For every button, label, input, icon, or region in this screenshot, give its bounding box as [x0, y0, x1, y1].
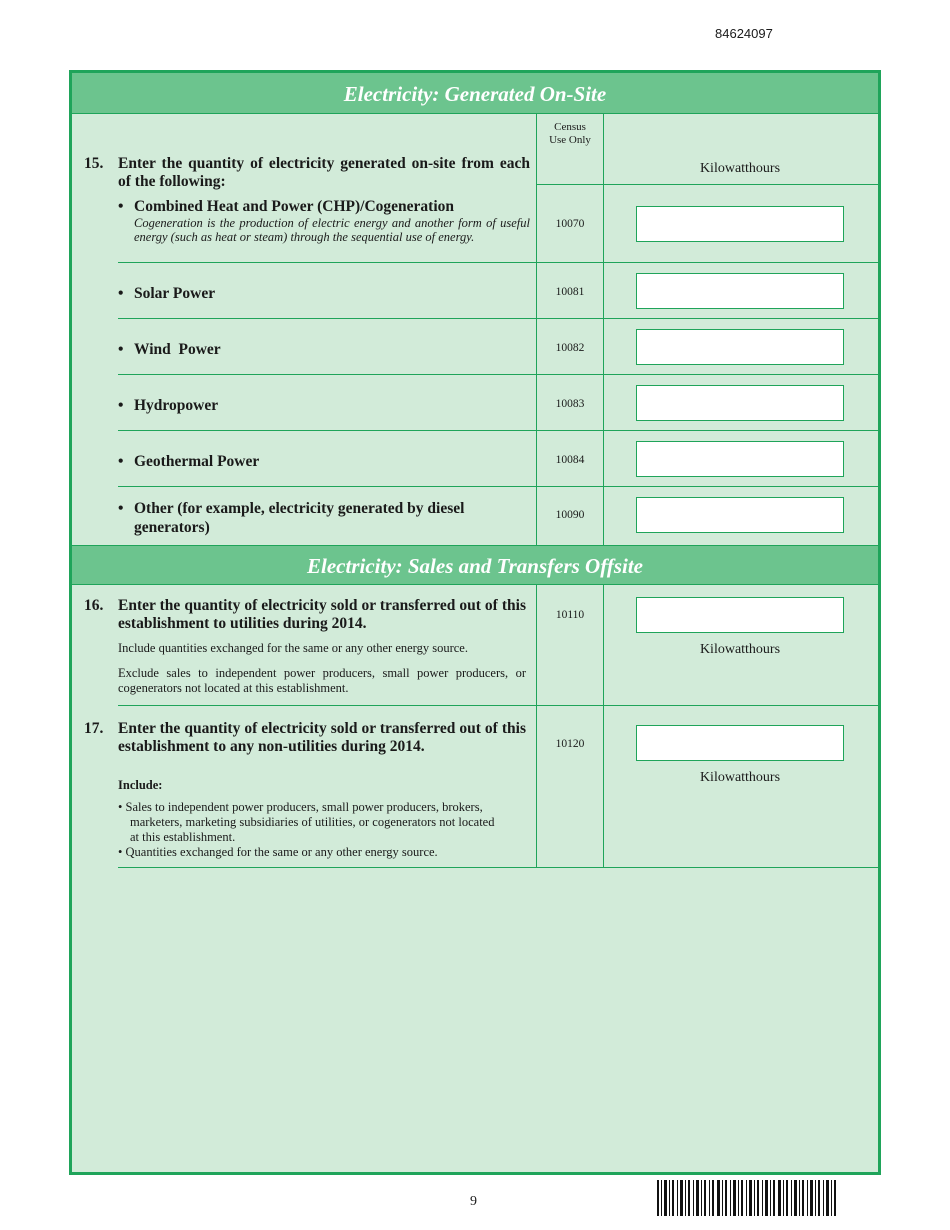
unit-label-kilowatthours: Kilowatthours: [699, 770, 781, 785]
barcode-icon: [657, 1180, 837, 1216]
include-item-text: Quantities exchanged for the same or any other energy source.: [125, 845, 438, 859]
other-kwh-input[interactable]: [636, 497, 844, 533]
non-utilities-sales-kwh-input[interactable]: [636, 725, 844, 761]
census-label-line1: Census: [554, 121, 586, 133]
include-label: Include:: [118, 778, 163, 792]
hydro-kwh-input[interactable]: [636, 385, 844, 421]
census-code: 10110: [555, 609, 585, 621]
row-divider: [536, 184, 878, 185]
include-list: [118, 800, 498, 860]
include-note: Include quantities exchanged for the same or any other energy source.: [118, 641, 468, 655]
row-divider: [118, 374, 878, 375]
census-code: 10081: [555, 286, 585, 298]
include-item: • Sales to independent power producers, small power producers, brokers, marketers, marketing subsidiaries of utilities, or cogenerators not located at this establishment.: [118, 800, 495, 844]
item-label: Geothermal Power: [134, 453, 260, 470]
chp-kwh-input[interactable]: [636, 206, 844, 242]
utilities-sales-kwh-input[interactable]: [636, 597, 844, 633]
item-label: Hydropower: [134, 397, 219, 414]
unit-label-kilowatthours: Kilowatthours: [699, 642, 781, 657]
solar-kwh-input[interactable]: [636, 273, 844, 309]
column-divider: [603, 584, 604, 868]
question-text: Enter the quantity of electricity sold or transferred out of this establishment to any non-utilities during 2014.: [118, 720, 526, 755]
item-other: • Other (for example, electricity generated by diesel generators): [118, 500, 465, 536]
item-label: Solar Power: [134, 285, 216, 302]
unit-label-kilowatthours: Kilowatthours: [699, 161, 781, 176]
exclude-note: Exclude sales to independent power producers, small power producers, or cogenerators not located at this establishment.: [118, 666, 526, 695]
include-item-text: Sales to independent power producers, small power producers, brokers, marketers, marketing subsidiaries of utilities, or cogenerators not located at this establishment.: [125, 800, 495, 844]
question-number: 15.: [84, 155, 104, 172]
section-title-sales-transfers: Electricity: Sales and Transfers Offsite: [72, 545, 878, 585]
census-code: 10082: [555, 342, 585, 354]
section-title-generated-onsite: Electricity: Generated On-Site: [72, 73, 878, 114]
column-divider: [603, 113, 604, 545]
item-geothermal: • Geothermal Power: [118, 453, 260, 470]
form-id: 84624097: [715, 26, 773, 41]
row-divider: [118, 486, 878, 487]
page-number: 9: [470, 1194, 477, 1209]
question-text: Enter the quantity of electricity sold or transferred out of this establishment to utilities during 2014.: [118, 597, 526, 632]
column-divider: [536, 113, 537, 545]
item-label: Other (for example, electricity generated by diesel generators): [134, 500, 465, 536]
item-solar: • Solar Power: [118, 285, 216, 302]
geothermal-kwh-input[interactable]: [636, 441, 844, 477]
item-label: Combined Heat and Power (CHP)/Cogeneration: [134, 198, 455, 215]
column-divider: [536, 584, 537, 868]
census-label-line2: Use Only: [549, 134, 591, 146]
question-text: Enter the quantity of electricity generated on-site from each of the following:: [118, 155, 530, 190]
census-use-only-label: [537, 121, 603, 147]
form-frame: [69, 70, 881, 1175]
include-item: • Quantities exchanged for the same or any other energy source.: [118, 845, 438, 859]
item-wind: • Wind Power: [118, 341, 221, 358]
item-note: Cogeneration is the production of electric energy and another form of useful energy (such as heat or steam) through the sequential use of energy.: [134, 216, 530, 244]
census-code: 10083: [555, 398, 585, 410]
row-divider: [118, 262, 878, 263]
census-code: 10084: [555, 454, 585, 466]
row-divider: [118, 867, 878, 868]
census-code: 10090: [555, 509, 585, 521]
census-code: 10120: [555, 738, 585, 750]
census-code: 10070: [555, 218, 585, 230]
row-divider: [118, 318, 878, 319]
row-divider: [118, 430, 878, 431]
item-hydro: • Hydropower: [118, 397, 219, 414]
row-divider: [118, 705, 878, 706]
question-number: 17.: [84, 720, 104, 737]
question-number: 16.: [84, 597, 104, 614]
item-chp: • Combined Heat and Power (CHP)/Cogeneration Cogeneration is the production of electric energy and another form of useful energy (such as heat or steam) through the sequential use of energy.: [118, 198, 530, 244]
wind-kwh-input[interactable]: [636, 329, 844, 365]
item-label: Wind Power: [134, 341, 221, 358]
